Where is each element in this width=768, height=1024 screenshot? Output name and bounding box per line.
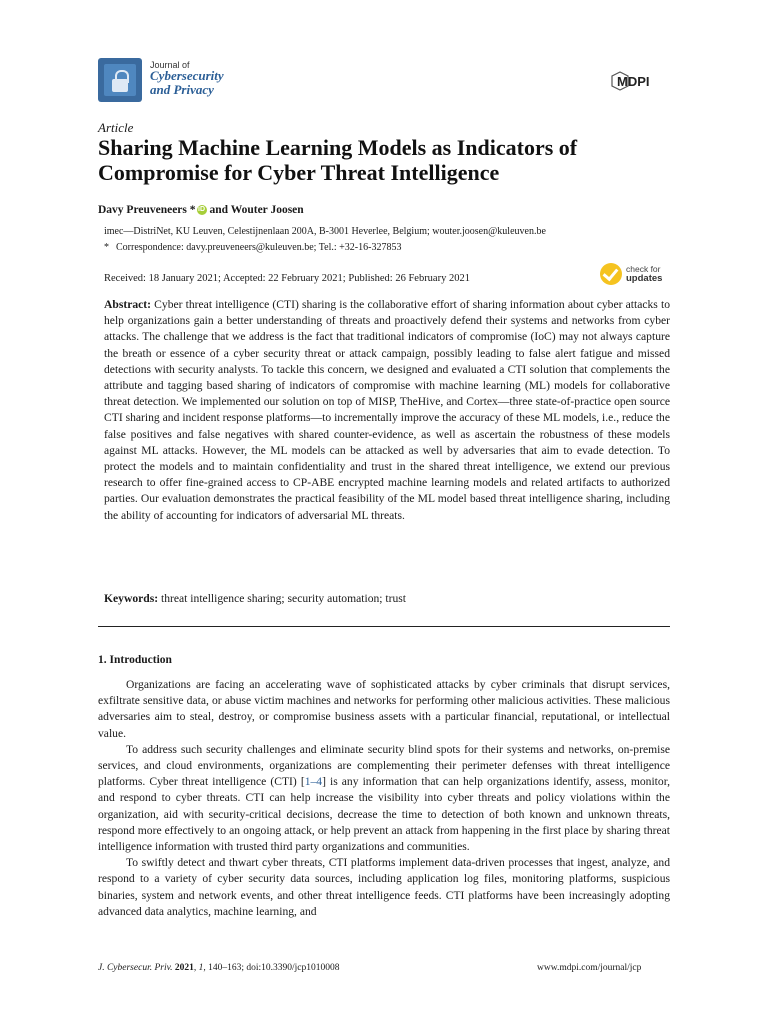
checkmark-icon xyxy=(600,263,622,285)
author-list xyxy=(98,204,304,216)
abstract xyxy=(104,297,670,524)
paragraph: To swiftly detect and thwart cyber threats, CTI platforms implement data-driven processes that ingest, analyze, and respond to a variety of cyber security data sources, including application log files, monitoring platforms, suspicious binaries, system and network events, and other threat intelligence feeds. CTI platforms have been increasingly adopting advanced data analytics, machine learning, and xyxy=(98,856,670,918)
abstract-label: Abstract: xyxy=(104,298,152,311)
check-for-updates-button[interactable]: check for updates xyxy=(600,260,672,288)
affiliations xyxy=(104,224,664,256)
introduction-body xyxy=(98,677,670,920)
author-preuveneers[interactable]: Davy Preuveneers * xyxy=(98,204,196,216)
journal-name-line1: Cybersecurity xyxy=(150,68,224,83)
abstract-text: Cyber threat intelligence (CTI) sharing is the collaborative effort of sharing information about cyber attacks to help organizations gain a better understanding of threats and proactively defend their systems and networks from cyber attacks. The challenge that we address is the fact that traditional indicators of compromise (IoC) may not always capture the breath or essence of a cyber security threat or attack campaign, possibly leading to false alert fatigue and missed detections with security analysts. To tackle this concern, we designed and evaluated a CTI solution that complements the attribute and tagging based sharing of indicators of compromise with machine learning (ML) models for collaborative threat detection. We implemented our solution on top of MISP, TheHive, and Cortex—three state-of-practice open source CTI sharing and incident response platforms—to incrementally improve the accuracy of these ML models, i.e., reduce the false positives and false negatives with shared counter-evidence, as well as ascertain the robustness of these models against ML attacks. However, the ML models can be attacked as well by adversaries that aim to evade detection. To protect the models and to maintain confidentiality and trust in the shared threat intelligence, we extend our previous research to offer fine-grained access to CP-ABE encrypted machine learning models and related artifacts to authorized parties. Our evaluation demonstrates the practical feasibility of the ML model based threat intelligence sharing, including the ability of accounting for indicators of adversarial ML threats. xyxy=(104,298,670,522)
keywords xyxy=(104,592,670,605)
paragraph: Organizations are facing an accelerating wave of sophisticated attacks by cyber criminals that disrupt services, exfiltrate sensitive data, or abuse victim machines and networks for performing other malicious activities. These malicious adversaries aim to steal, destroy, or compromise business assets with a particular financial, reputational, or intellectual value. xyxy=(98,678,670,740)
journal-name-line2: and Privacy xyxy=(150,82,214,97)
correspondence-line: * Correspondence: davy.preuveneers@kuleuven.be; Tel.: +32-16-327853 xyxy=(104,242,402,253)
keywords-label: Keywords: xyxy=(104,592,159,605)
keywords-text: threat intelligence sharing; security automation; trust xyxy=(161,592,407,605)
citation-link[interactable]: 1–4 xyxy=(304,775,323,789)
journal-name[interactable] xyxy=(150,69,290,97)
affiliation-line: imec—DistriNet, KU Leuven, Celestijnenlaan 200A, B-3001 Heverlee, Belgium; wouter.joosen@kuleuven.be xyxy=(104,226,546,237)
section-divider xyxy=(98,626,670,627)
author-joosen[interactable]: and Wouter Joosen xyxy=(209,204,304,216)
mdpi-logo[interactable] xyxy=(611,66,671,94)
journal-of-label: Journal of xyxy=(150,60,190,70)
paragraph: To address such security challenges and eliminate security blind spots for their systems and networks, on-premise services, and cloud environments, organizations are complementing their perimeter defenses with threat intelligence platforms. Cyber threat intelligence (CTI) [1–4] is any information that can help organizations identify, assess, monitor, and respond to cyber threats. CTI can help increase the visibility into cyber threats and policy violations within the organization, aid with security-critical decisions, decrease the time to detection of both known and unknown threats, respond more effectively to an ongoing attack, or help prevent an attack from happening in the first place by sharing threat intelligence information with trusted third party organizations and communities. xyxy=(98,742,670,854)
journal-logo xyxy=(98,58,142,102)
footer-journal-url[interactable]: www.mdpi.com/journal/jcp xyxy=(537,963,642,973)
mdpi-logo-text: MDPI xyxy=(617,74,650,89)
article-title: Sharing Machine Learning Models as Indicators of Compromise for Cyber Threat Intelligence xyxy=(98,135,578,185)
footer-citation: J. Cybersecur. Priv. 2021, 1, 140–163; doi:10.3390/jcp1010008 xyxy=(98,963,340,973)
orcid-icon[interactable]: iD xyxy=(198,206,206,213)
section-heading-introduction: 1. Introduction xyxy=(98,654,172,666)
publication-dates: Received: 18 January 2021; Accepted: 22 February 2021; Published: 26 February 2021 xyxy=(104,273,470,284)
article-type: Article xyxy=(98,120,134,135)
